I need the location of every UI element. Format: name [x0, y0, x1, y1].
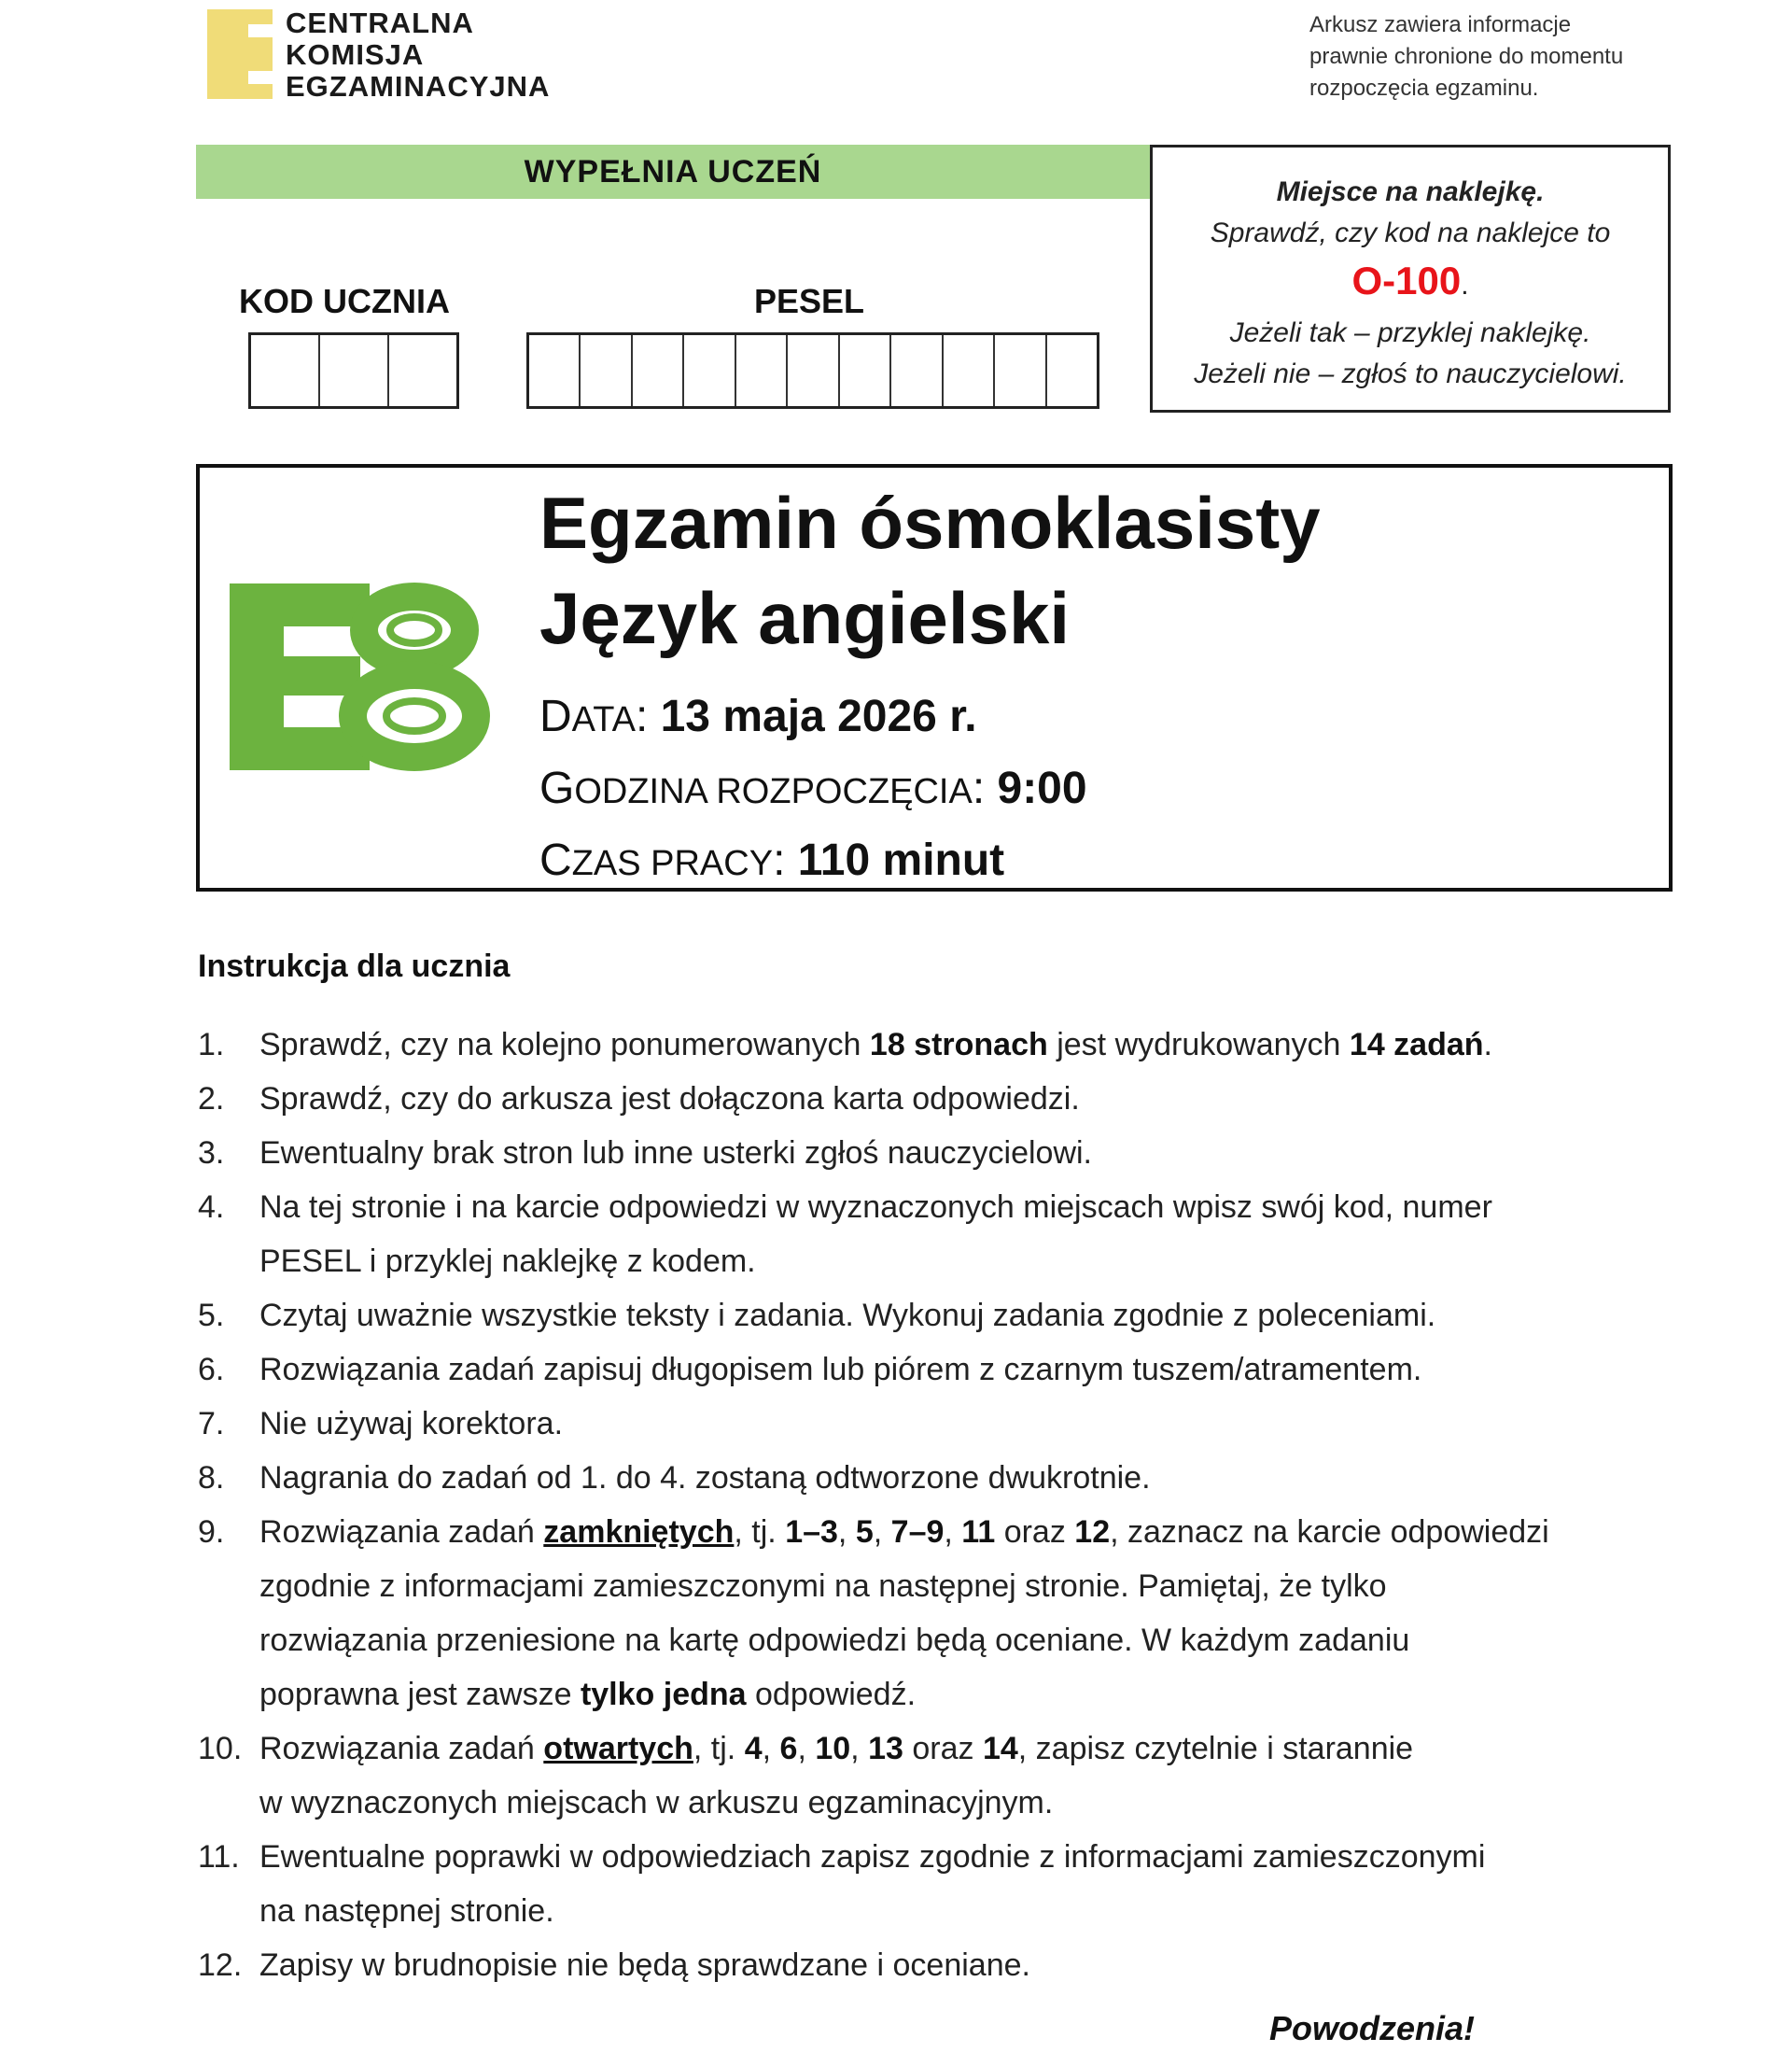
list-item: 4. Na tej stronie i na karcie odpowiedzi w wyznaczonych miejscach wpisz swój kod, numer PESEL i przyklej naklejkę z kodem.: [198, 1189, 1492, 1279]
kod-ucznia-boxes[interactable]: [248, 332, 459, 409]
confidentiality-notice: Arkusz zawiera informacje prawnie chronione do momentu rozpoczęcia egzaminu.: [1309, 12, 1624, 101]
sticker-line2: Jeżeli tak – przyklej naklejkę.: [1229, 317, 1591, 348]
e8-logo-icon: [230, 578, 493, 776]
exam-title-box: [196, 464, 1673, 892]
pesel-cell[interactable]: [581, 335, 632, 406]
pesel-cell[interactable]: [684, 335, 735, 406]
exam-duration: CZAS PRACY: 110 minut: [539, 836, 1005, 885]
pesel-cell[interactable]: [633, 335, 684, 406]
pesel-cell[interactable]: [891, 335, 943, 406]
exam-start-time: GODZINA ROZPOCZĘCIA: 9:00: [539, 764, 1087, 813]
pesel-boxes[interactable]: [526, 332, 1099, 409]
sticker-line3: Jeżeli nie – zgłoś to nauczycielowi.: [1194, 358, 1627, 389]
list-item: 5. Czytaj uważnie wszystkie teksty i zadania. Wykonuj zadania zgodnie z poleceniami.: [198, 1298, 1436, 1333]
list-item: 10. Rozwiązania zadań otwartych, tj. 4, 6, 10, 13 oraz 14, zapisz czytelnie i starannie w wyznaczonych miejscach w arkuszu egzaminacyjnym.: [198, 1731, 1414, 1820]
closing-text: Powodzenia!: [1269, 2009, 1476, 2047]
pesel-label: PESEL: [754, 282, 865, 320]
kod-cell[interactable]: [320, 335, 389, 406]
exam-title-block: [539, 475, 1321, 898]
pesel-cell[interactable]: [995, 335, 1046, 406]
kod-cell[interactable]: [389, 335, 456, 406]
exam-date: DATA: 13 maja 2026 r.: [539, 692, 977, 741]
cke-logo-mark: [207, 9, 273, 99]
instructions-title: Instrukcja dla ucznia: [198, 949, 511, 984]
pesel-cell[interactable]: [944, 335, 995, 406]
list-item: 11. Ewentualne poprawki w odpowiedziach zapisz zgodnie z informacjami zamieszczonymi na następnej stronie.: [198, 1839, 1486, 1929]
student-fill-banner: WYPEŁNIA UCZEŃ: [196, 145, 1150, 199]
list-item: 1. Sprawdź, czy na kolejno ponumerowanych 18 stronach jest wydrukowanych 14 zadań.: [198, 1027, 1492, 1062]
instructions-list: [198, 1018, 1738, 1992]
exam-subject: Język angielski: [539, 577, 1071, 659]
list-item: 3. Ewentualny brak stron lub inne usterki zgłoś nauczycielowi.: [198, 1135, 1093, 1171]
kod-cell[interactable]: [251, 335, 320, 406]
list-item: 2. Sprawdź, czy do arkusza jest dołączona karta odpowiedzi.: [198, 1081, 1080, 1117]
list-item: 12. Zapisy w brudnopisie nie będą sprawdzane i oceniane.: [198, 1947, 1030, 1983]
exam-title: Egzamin ósmoklasisty: [539, 482, 1321, 564]
organization-name: CENTRALNA KOMISJA EGZAMINACYJNA: [286, 7, 551, 103]
pesel-cell[interactable]: [1047, 335, 1097, 406]
sticker-line1: Sprawdź, czy kod na naklejce to: [1210, 218, 1611, 248]
list-item: 6. Rozwiązania zadań zapisuj długopisem lub piórem z czarnym tuszem/atramentem.: [198, 1352, 1422, 1387]
list-item: 7. Nie używaj korektora.: [198, 1406, 564, 1441]
cke-logo: [207, 7, 581, 101]
pesel-cell[interactable]: [736, 335, 788, 406]
sticker-title: Miejsce na naklejkę.: [1276, 176, 1545, 207]
kod-ucznia-label: KOD UCZNIA: [239, 282, 450, 320]
sticker-placeholder: [1150, 145, 1671, 413]
pesel-cell[interactable]: [840, 335, 891, 406]
list-item: 8. Nagrania do zadań od 1. do 4. zostaną odtworzone dwukrotnie.: [198, 1460, 1151, 1496]
sticker-code: O-100.: [1351, 259, 1469, 302]
pesel-cell[interactable]: [529, 335, 581, 406]
list-item: 9. Rozwiązania zadań zamkniętych, tj. 1–3, 5, 7–9, 11 oraz 12, zaznacz na karcie odpowiedzi zgodnie z informacjami zamieszczonymi na następnej stronie. Pamiętaj, że tylko rozwiązania przeniesione na kartę odpowiedzi będą oceniane. W każdym zadaniu poprawna jest zawsze tylko jedna odpowiedź.: [198, 1514, 1549, 1712]
pesel-cell[interactable]: [788, 335, 839, 406]
